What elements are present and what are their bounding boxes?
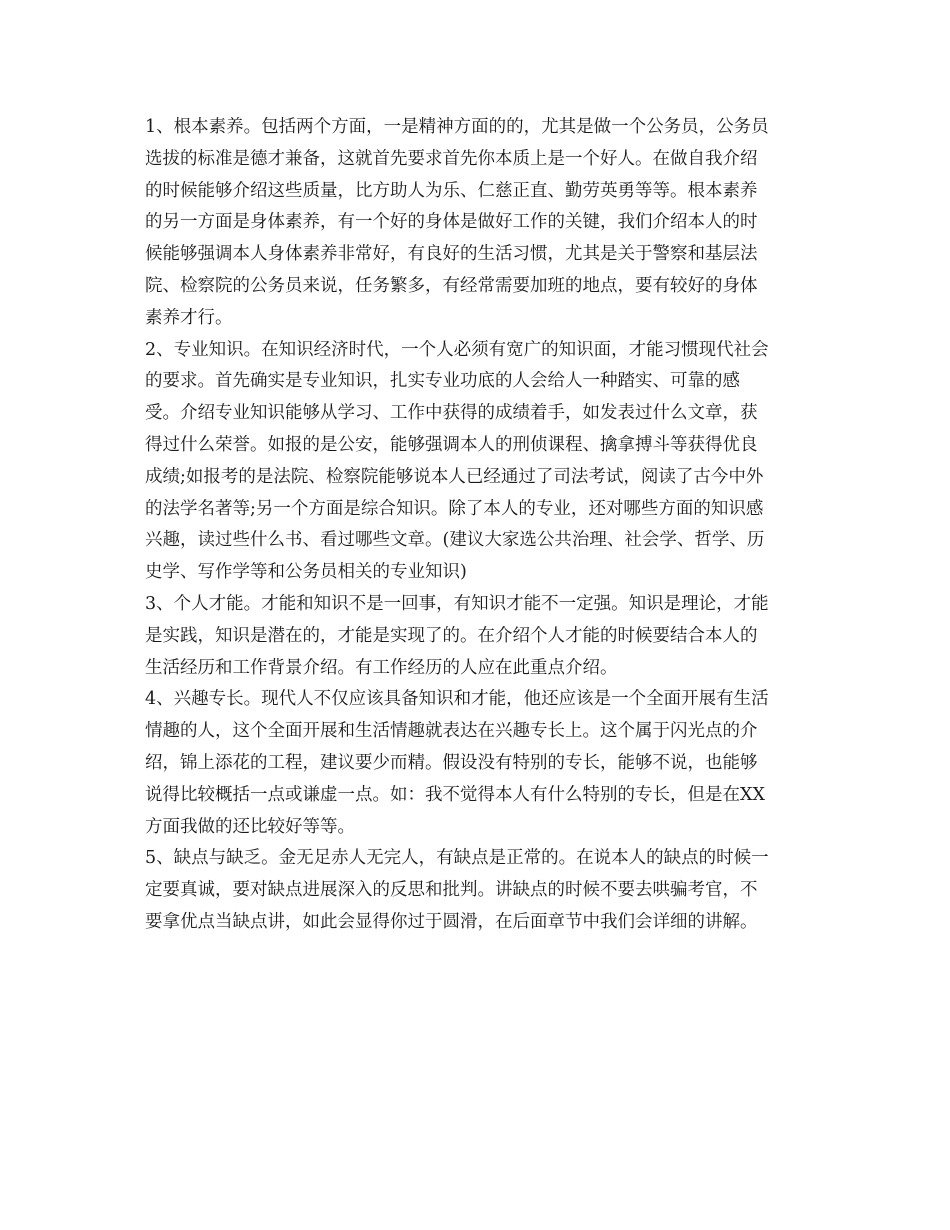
text-line: 的法学名著等;另一个方面是综合知识。除了本人的专业，还对哪些方面的知识感 [145, 498, 764, 519]
text-line: 3、个人才能。才能和知识不是一回事，有知识才能不一定强。知识是理论，才能 [145, 593, 769, 614]
text-line: 2、专业知识。在知识经济时代，一个人必须有宽广的知识面，才能习惯现代社会 [145, 339, 769, 360]
text-line: 兴趣，读过些什么书、看过哪些文章。(建议大家选公共治理、社会学、哲学、历 [145, 530, 765, 551]
text-line: 情趣的人，这个全面开展和生活情趣就表达在兴趣专长上。这个属于闪光点的介 [145, 721, 758, 742]
text-line: 是实践，知识是潜在的，才能是实现了的。在介绍个人才能的时候要结合本人的 [145, 625, 758, 646]
text-line: 方面我做的还比较好等等。 [145, 816, 355, 837]
text-line: 的时候能够介绍这些质量，比方助人为乐、仁慈正直、勤劳英勇等等。根本素养 [145, 180, 758, 201]
text-line: 要拿优点当缺点讲，如此会显得你过于圆滑，在后面章节中我们会详细的讲解。 [145, 911, 758, 932]
text-line: 的要求。首先确实是专业知识，扎实专业功底的人会给人一种踏实、可靠的感 [145, 371, 740, 392]
text-line: 绍，锦上添花的工程，建议要少而精。假设没有特别的专长，能够不说，也能够 [145, 752, 758, 773]
text-line: 4、兴趣专长。现代人不仅应该具备知识和才能，他还应该是一个全面开展有生活 [145, 689, 769, 710]
text-line: 的另一方面是身体素养，有一个好的身体是做好工作的关键，我们介绍本人的时 [145, 212, 758, 233]
text-line: 院、检察院的公务员来说，任务繁多，有经常需要加班的地点，要有较好的身体 [145, 275, 758, 296]
text-line: 定要真诚，要对缺点进展深入的反思和批判。讲缺点的时候不要去哄骗考官，不 [145, 880, 758, 901]
text-line: 成绩;如报考的是法院、检察院能够说本人已经通过了司法考试，阅读了古今中外 [145, 466, 764, 487]
text-line: 史学、写作学等和公务员相关的专业知识) [145, 562, 467, 583]
document-body [145, 112, 815, 939]
text-line: 说得比较概括一点或谦虚一点。如：我不觉得本人有什么特别的专长，但是在XX [145, 784, 765, 805]
text-line: 选拔的标准是德才兼备，这就首先要求首先你本质上是一个好人。在做自我介绍 [145, 148, 758, 169]
text-line: 1、根本素养。包括两个方面，一是精神方面的的，尤其是做一个公务员，公务员 [145, 117, 769, 137]
text-line: 素养才行。 [145, 307, 233, 328]
text-line: 得过什么荣誉。如报的是公安，能够强调本人的刑侦课程、擒拿搏斗等获得优良 [145, 434, 758, 455]
text-line: 5、缺点与缺乏。金无足赤人无完人，有缺点是正常的。在说本人的缺点的时候一 [145, 848, 769, 869]
text-line: 受。介绍专业知识能够从学习、工作中获得的成绩着手，如发表过什么文章，获 [145, 403, 758, 424]
text-line: 候能够强调本人身体素养非常好，有良好的生活习惯，尤其是关于警察和基层法 [145, 244, 758, 265]
text-line: 生活经历和工作背景介绍。有工作经历的人应在此重点介绍。 [145, 657, 618, 678]
